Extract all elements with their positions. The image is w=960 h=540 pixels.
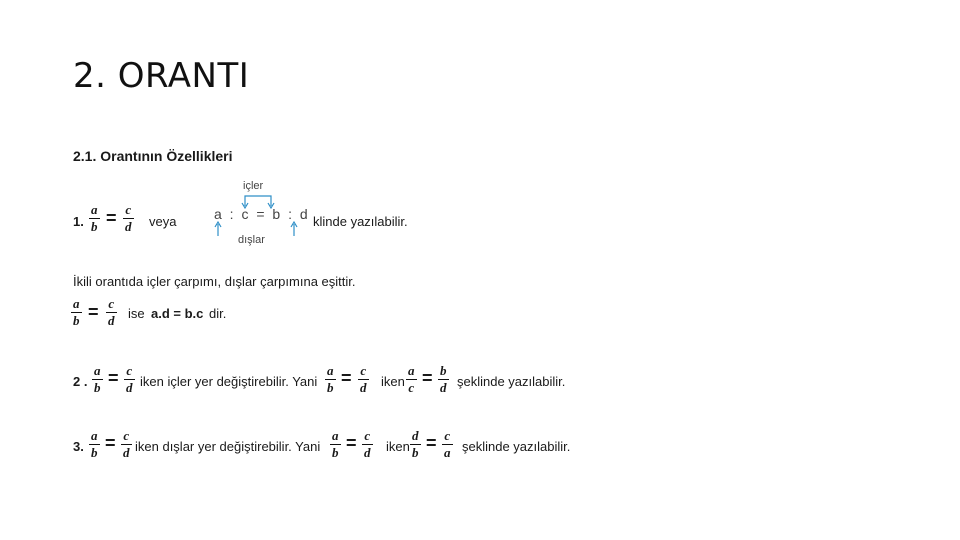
item3-frac-cd: c d: [123, 428, 130, 461]
ratio-expression: a : c = b : d: [214, 206, 310, 222]
item2-frac-ab: a b: [94, 363, 101, 396]
item2-frac-ac: a c: [408, 363, 415, 396]
ise-text: ise: [128, 306, 145, 321]
fraction-c-over-d: c d: [125, 202, 132, 235]
icler-bracket: [245, 196, 271, 206]
fraction-a-over-b: a b: [91, 202, 98, 235]
rule-fraction-ab: a b: [73, 296, 80, 329]
item1-suffix: klinde yazılabilir.: [313, 214, 408, 229]
item3-frac-cd-2: c d: [364, 428, 371, 461]
item3-text: iken dışlar yer değiştirebilir. Yani: [135, 439, 321, 454]
item3-frac-ca: c a: [444, 428, 451, 461]
rule-fraction-cd: c d: [108, 296, 115, 329]
item2-suffix: şeklinde yazılabilir.: [457, 374, 566, 389]
dir-text: dir.: [209, 306, 227, 321]
item1-number: 1.: [73, 214, 84, 229]
equals-sign: =: [105, 433, 116, 453]
item2-frac-cd: c d: [126, 363, 133, 396]
equals-sign: =: [106, 208, 117, 228]
item2-iken: iken: [381, 374, 405, 389]
item3-frac-ab: a b: [91, 428, 98, 461]
veya-text: veya: [149, 214, 177, 229]
item2-frac-bd: b d: [440, 363, 447, 396]
item2-frac-ab-2: a b: [327, 363, 334, 396]
equals-sign: =: [422, 368, 433, 388]
item3-frac-ab-2: a b: [332, 428, 339, 461]
equals-sign: =: [346, 433, 357, 453]
item3-number: 3.: [73, 439, 84, 454]
page-title: 2. ORANTI: [73, 56, 250, 96]
equals-sign: =: [88, 302, 99, 322]
item3-frac-db: d b: [412, 428, 419, 461]
section-heading: 2.1. Orantının Özellikleri: [73, 148, 233, 164]
item2-text: iken içler yer değiştirebilir. Yani: [140, 374, 318, 389]
equals-sign: =: [108, 368, 119, 388]
item3-suffix: şeklinde yazılabilir.: [462, 439, 571, 454]
dislar-label: dışlar: [238, 234, 265, 246]
item2-frac-cd-2: c d: [360, 363, 367, 396]
item2-number: 2 .: [73, 374, 88, 389]
equals-sign: =: [426, 433, 437, 453]
icler-label: içler: [243, 180, 264, 192]
rule-sentence: İkili orantıda içler çarpımı, dışlar çarpımına eşittir.: [73, 274, 356, 289]
product-equation: a.d = b.c: [151, 306, 204, 321]
item3-iken: iken: [386, 439, 410, 454]
equals-sign: =: [341, 368, 352, 388]
